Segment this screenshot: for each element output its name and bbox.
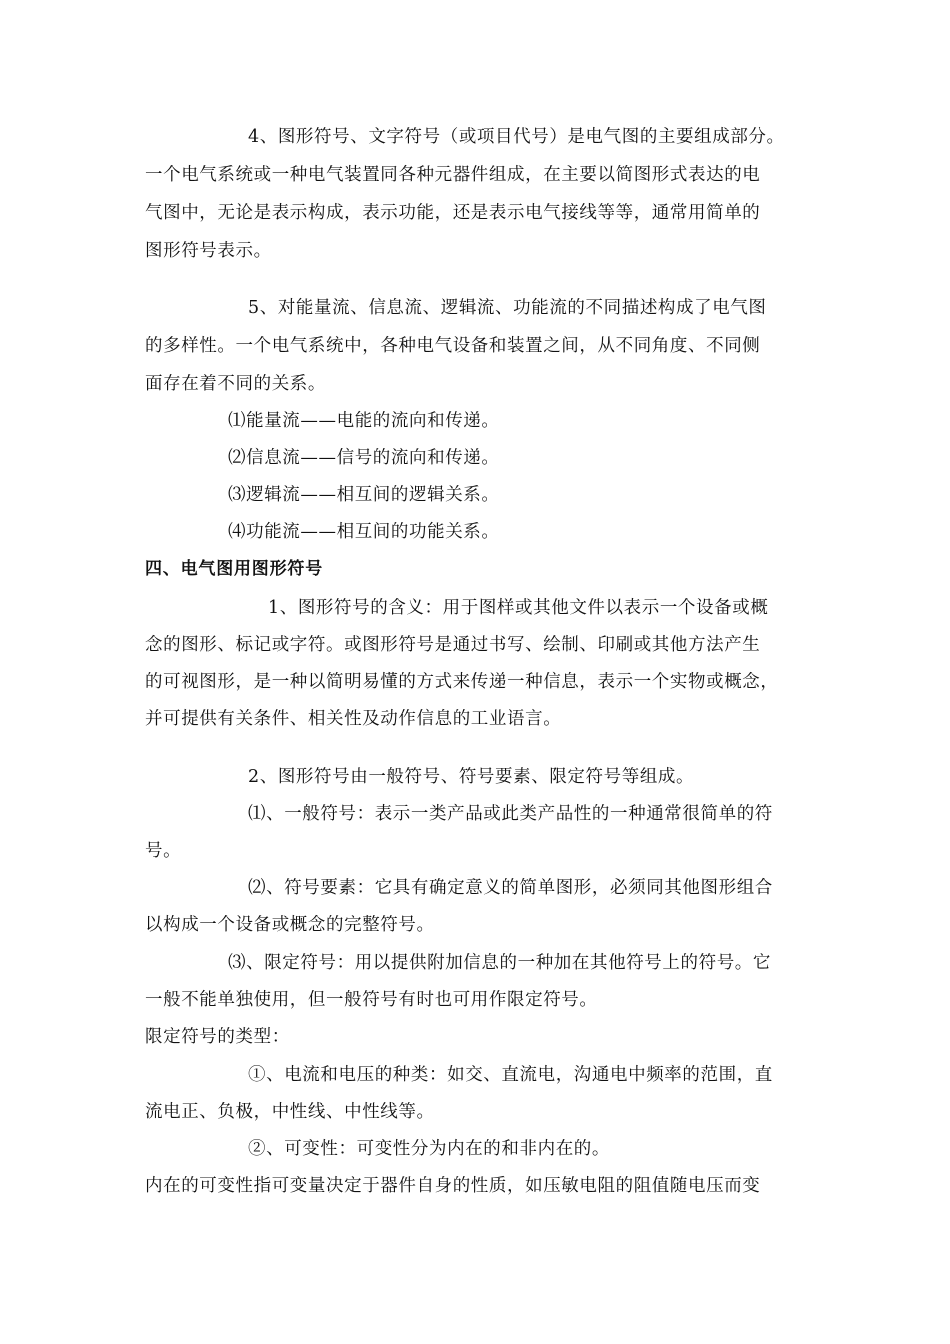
para-5-line-2: 的多样性。一个电气系统中，各种电气设备和装置之间，从不同角度、不同侧: [145, 336, 761, 356]
sub-3-line-2: 一般不能单独使用，但一般符号有时也可用作限定符号。: [145, 990, 598, 1010]
para-1-line-3: 的可视图形，是一种以简明易懂的方式来传递一种信息，表示一个实物或概念，: [145, 672, 779, 692]
para-1-line-2: 念的图形、标记或字符。或图形符号是通过书写、绘制、印刷或其他方法产生: [145, 635, 761, 655]
para-1-line-1: 1、图形符号的含义：用于图样或其他文件以表示一个设备或概: [268, 598, 769, 618]
section-heading: 四、电气图用图形符号: [145, 559, 323, 579]
para-4-line-3: 气图中，无论是表示构成，表示功能，还是表示电气接线等等，通常用简单的: [145, 203, 761, 223]
sub-1-line-2: 号。: [145, 841, 182, 861]
type-2-line-1: ②、可变性：可变性分为内在的和非内在的。: [248, 1139, 610, 1159]
para-2-line-1: 2、图形符号由一般符号、符号要素、限定符号等组成。: [248, 767, 695, 787]
para-4-line-1: 4、图形符号、文字符号（或项目代号）是电气图的主要组成部分。: [248, 127, 785, 147]
list-item-energy-flow: ⑴能量流——电能的流向和传递。: [228, 411, 500, 431]
list-item-logic-flow: ⑶逻辑流——相互间的逻辑关系。: [228, 485, 500, 505]
list-item-info-flow: ⑵信息流——信号的流向和传递。: [228, 448, 500, 468]
sub-2-line-1: ⑵、符号要素：它具有确定意义的简单图形，必须同其他图形组合: [248, 878, 773, 898]
qualifier-types-label: 限定符号的类型：: [145, 1027, 290, 1047]
para-4-line-2: 一个电气系统或一种电气装置同各种元器件组成，在主要以简图形式表达的电: [145, 165, 761, 185]
type-1-line-1: ①、电流和电压的种类：如交、直流电，沟通电中频率的范围，直: [248, 1065, 773, 1085]
para-5-line-1: 5、对能量流、信息流、逻辑流、功能流的不同描述构成了电气图: [248, 298, 767, 318]
sub-3-line-1: ⑶、限定符号：用以提供附加信息的一种加在其他符号上的符号。它: [228, 953, 771, 973]
type-1-line-2: 流电正、负极，中性线、中性线等。: [145, 1102, 435, 1122]
sub-1-line-1: ⑴、一般符号：表示一类产品或此类产品性的一种通常很简单的符: [248, 804, 773, 824]
para-5-line-3: 面存在着不同的关系。: [145, 374, 326, 394]
para-1-line-4: 并可提供有关条件、相关性及动作信息的工业语言。: [145, 709, 562, 729]
sub-2-line-2: 以构成一个设备或概念的完整符号。: [145, 915, 435, 935]
type-2-line-2: 内在的可变性指可变量决定于器件自身的性质，如压敏电阻的阻值随电压而变: [145, 1176, 761, 1196]
list-item-function-flow: ⑷功能流——相互间的功能关系。: [228, 522, 500, 542]
para-4-line-4: 图形符号表示。: [145, 241, 272, 261]
